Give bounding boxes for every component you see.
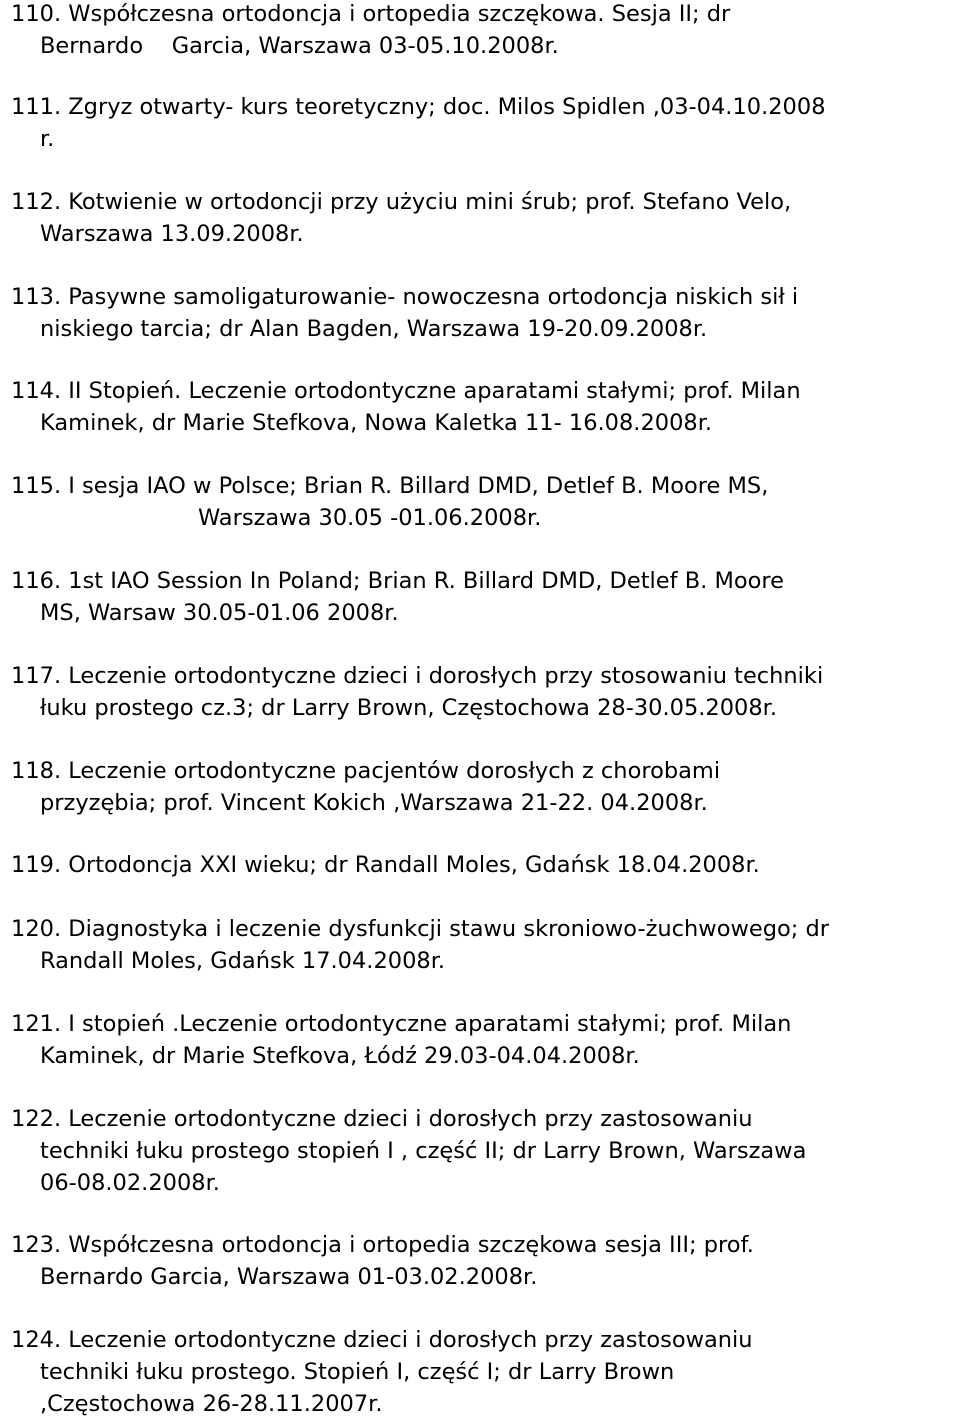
entry-line: Warszawa 13.09.2008r. — [40, 221, 304, 247]
entry-line: techniki łuku prostego stopień I , część II; dr Larry Brown, Warszawa — [40, 1138, 807, 1164]
entry-line: przyzębia; prof. Vincent Kokich ,Warszawa 21-22. 04.2008r. — [40, 790, 708, 816]
list-item — [11, 565, 956, 629]
list-item — [11, 660, 956, 724]
list-item — [11, 1229, 956, 1293]
entry-line: 110. Współczesna ortodoncja i ortopedia szczękowa. Sesja II; dr — [11, 1, 731, 27]
list-item — [11, 1103, 956, 1199]
list-item — [11, 470, 956, 534]
entry-line: 121. I stopień .Leczenie ortodontyczne aparatami stałymi; prof. Milan — [11, 1011, 792, 1037]
entry-line: łuku prostego cz.3; dr Larry Brown, Częstochowa 28-30.05.2008r. — [40, 695, 778, 721]
entry-line: 120. Diagnostyka i leczenie dysfunkcji stawu skroniowo-żuchwowego; dr — [11, 916, 830, 942]
entry-line: 123. Współczesna ortodoncja i ortopedia szczękowa sesja III; prof. — [11, 1232, 754, 1258]
entry-line: techniki łuku prostego. Stopień I, część I; dr Larry Brown — [40, 1359, 675, 1385]
entry-line: Kaminek, dr Marie Stefkova, Nowa Kaletka 11- 16.08.2008r. — [40, 410, 713, 436]
entry-line: MS, Warsaw 30.05-01.06 2008r. — [40, 600, 399, 626]
entry-line: Bernardo Garcia, Warszawa 03-05.10.2008r. — [40, 33, 559, 59]
entry-line: ,Częstochowa 26-28.11.2007r. — [40, 1391, 383, 1417]
entry-line: 117. Leczenie ortodontyczne dzieci i dorosłych przy stosowaniu techniki — [11, 663, 824, 689]
list-item — [11, 91, 956, 155]
entry-line: Warszawa 30.05 -01.06.2008r. — [198, 505, 542, 531]
entry-line: 119. Ortodoncja XXI wieku; dr Randall Moles, Gdańsk 18.04.2008r. — [11, 852, 760, 878]
list-item — [11, 1008, 956, 1072]
list-item — [11, 755, 956, 819]
entry-line: 115. I sesja IAO w Polsce; Brian R. Billard DMD, Detlef B. Moore MS, — [11, 473, 769, 499]
entry-line: 111. Zgryz otwarty- kurs teoretyczny; doc. Milos Spidlen ,03-04.10.2008 — [11, 94, 826, 120]
entry-line: 116. 1st IAO Session In Poland; Brian R. Billard DMD, Detlef B. Moore — [11, 568, 784, 594]
entry-line: Bernardo Garcia, Warszawa 01-03.02.2008r. — [40, 1264, 538, 1290]
list-item — [11, 913, 956, 977]
entry-line: 122. Leczenie ortodontyczne dzieci i dorosłych przy zastosowaniu — [11, 1106, 753, 1132]
list-item — [11, 1324, 956, 1420]
list-item — [11, 0, 956, 62]
entry-line: r. — [40, 126, 55, 152]
entry-line: 06-08.02.2008r. — [40, 1170, 220, 1196]
entry-line: Randall Moles, Gdańsk 17.04.2008r. — [40, 948, 446, 974]
entry-line: 112. Kotwienie w ortodoncji przy użyciu mini śrub; prof. Stefano Velo, — [11, 189, 792, 215]
entry-line: 118. Leczenie ortodontyczne pacjentów dorosłych z chorobami — [11, 758, 721, 784]
entry-line: 113. Pasywne samoligaturowanie- nowoczesna ortodoncja niskich sił i — [11, 284, 799, 310]
list-item — [11, 849, 956, 881]
entry-line: 114. II Stopień. Leczenie ortodontyczne aparatami stałymi; prof. Milan — [11, 378, 801, 404]
entry-line: 124. Leczenie ortodontyczne dzieci i dorosłych przy zastosowaniu — [11, 1327, 753, 1353]
entry-line: Kaminek, dr Marie Stefkova, Łódź 29.03-04.04.2008r. — [40, 1043, 640, 1069]
list-item — [11, 186, 956, 250]
entry-line: niskiego tarcia; dr Alan Bagden, Warszawa 19-20.09.2008r. — [40, 316, 708, 342]
list-item — [11, 281, 956, 345]
list-item — [11, 375, 956, 439]
